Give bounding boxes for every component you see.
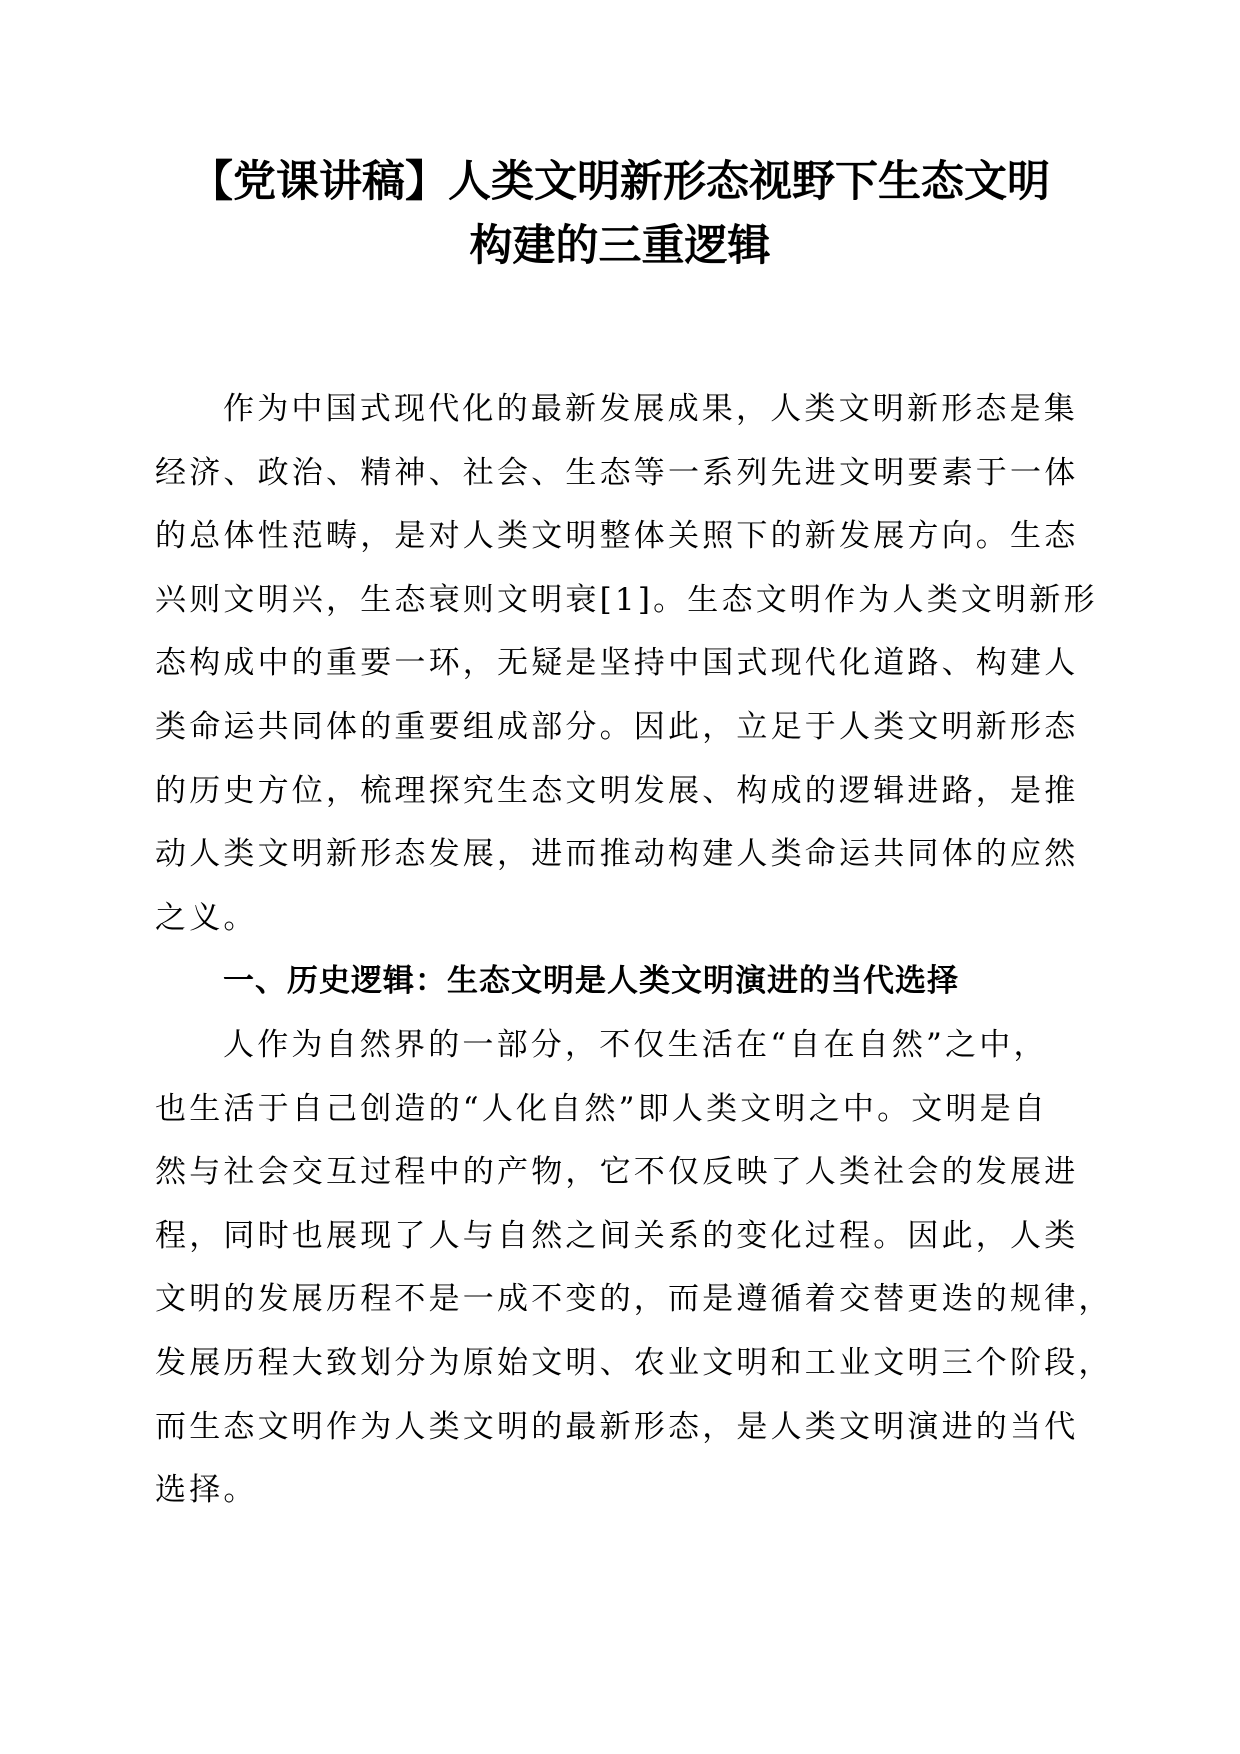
paragraph-line: 作为中国式现代化的最新发展成果，人类文明新形态是集 xyxy=(223,391,1078,427)
paragraph-line: 发展历程大致划分为原始文明、农业文明和工业文明三个阶段， xyxy=(155,1344,1113,1381)
paragraph-line: 然与社会交互过程中的产物，它不仅反映了人类社会的发展进 xyxy=(155,1154,1079,1191)
paragraph-line: 人作为自然界的一部分，不仅生活在“自在自然”之中， xyxy=(223,1026,1048,1063)
paragraph-line: 的总体性范畴，是对人类文明整体关照下的新发展方向。生态 xyxy=(155,518,1079,555)
paragraph-line: 也生活于自己创造的“人化自然”即人类文明之中。文明是自 xyxy=(155,1090,1049,1127)
section-heading: 一、历史逻辑：生态文明是人类文明演进的当代选择 xyxy=(223,963,959,1000)
paragraph-line: 而生态文明作为人类文明的最新形态，是人类文明演进的当代 xyxy=(155,1408,1079,1445)
paragraph-line: 之义。 xyxy=(155,899,258,936)
paragraph-line: 程，同时也展现了人与自然之间关系的变化过程。因此，人类 xyxy=(155,1217,1079,1254)
title-line-2: 构建的三重逻辑 xyxy=(469,221,771,271)
paragraph-line: 动人类文明新形态发展，进而推动构建人类命运共同体的应然 xyxy=(155,836,1079,873)
paragraph-line: 类命运共同体的重要组成部分。因此，立足于人类文明新形态 xyxy=(155,708,1079,745)
paragraph-line: 兴则文明兴，生态衰则文明衰[1]。生态文明作为人类文明新形 xyxy=(155,581,1098,618)
document-title xyxy=(140,150,1100,278)
paragraph-line: 态构成中的重要一环，无疑是坚持中国式现代化道路、构建人 xyxy=(155,645,1079,682)
title-line-1: 【党课讲稿】人类文明新形态视野下生态文明 xyxy=(190,157,1050,207)
paragraph-line: 经济、政治、精神、社会、生态等一系列先进文明要素于一体 xyxy=(155,454,1079,491)
paragraph-line: 选择。 xyxy=(155,1472,258,1509)
paragraph-line: 文明的发展历程不是一成不变的，而是遵循着交替更迭的规律， xyxy=(155,1281,1113,1318)
document-body xyxy=(155,378,1113,1523)
paragraph-intro xyxy=(155,378,1098,950)
paragraph-line: 的历史方位，梳理探究生态文明发展、构成的逻辑进路，是推 xyxy=(155,772,1079,809)
paragraph-history xyxy=(155,1014,1113,1523)
